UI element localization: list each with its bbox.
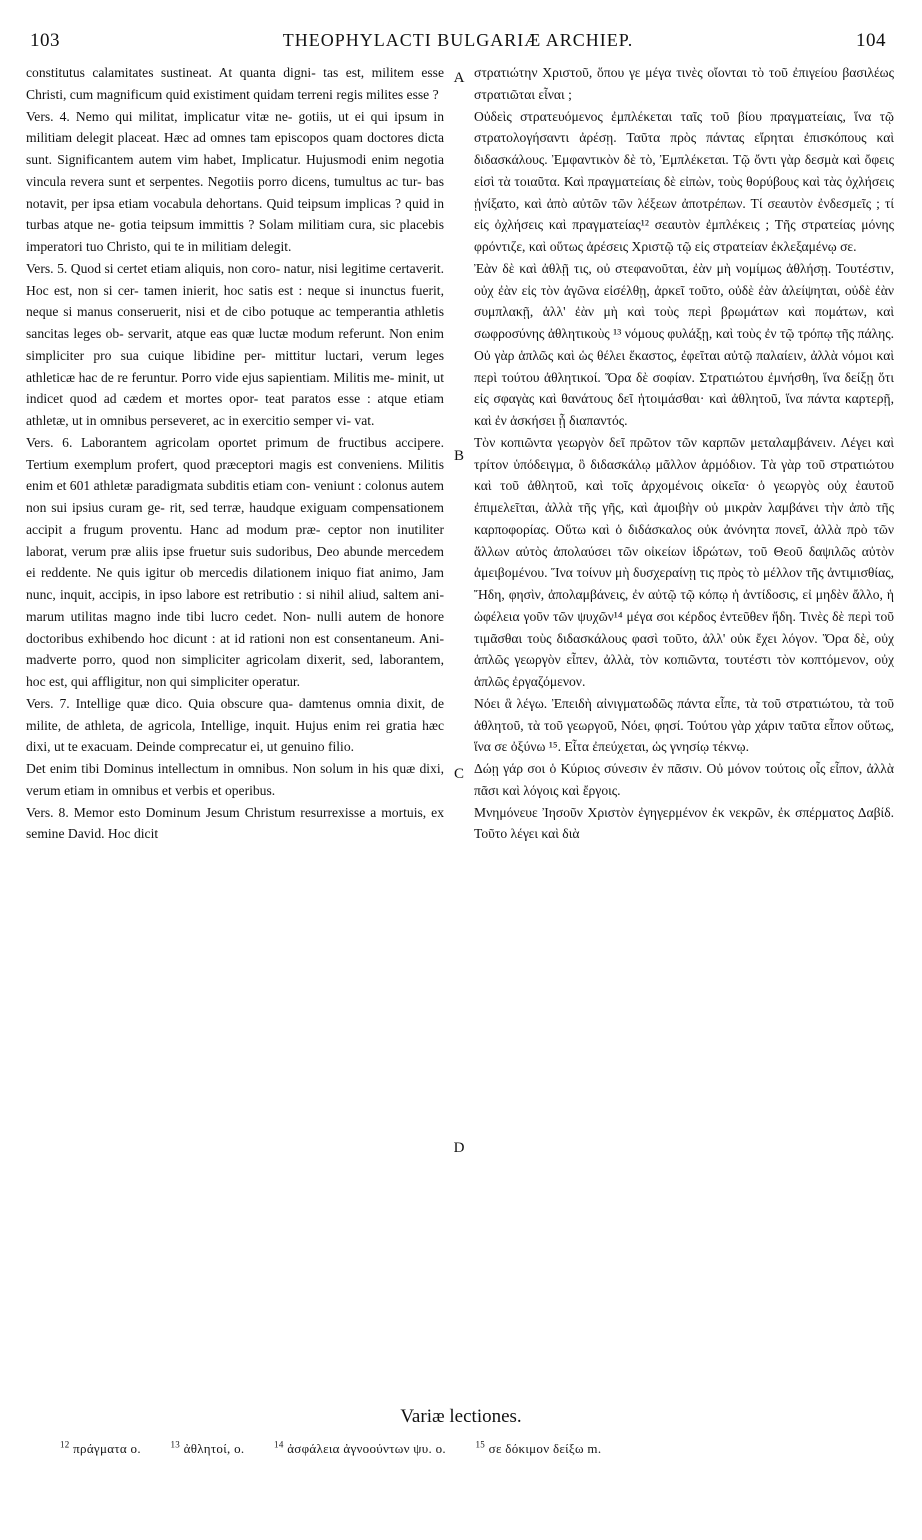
latin-paragraph: Vers. 4. Nemo qui militat, implicatur vitæ ne- gotiis, ut ei qui ipsum in militiam delegit placeat. Hæc ad omnes tam episcopos quam doctores dicta sunt. Significantem autem vim habet, Implicatur. Hujusmodi enim negotia vincula revera sunt et serpentes. Negotiis porro dicens, tumultus ac tur- bas notavit, per ipsa etiam vocabula dehortans. Quid teipsum implicas ? quid in turbas atque ne- gotia teipsum immittis ? Solam militiam cura, sic placebis imperatori tuo Christo, qui te in militiam delegit. [26,108,444,254]
footnotes [60,1440,882,1457]
latin-paragraph: Det enim tibi Dominus intellectum in omnibus. Non solum in his quæ dixi, verum etiam in omnibus et verbis et operibus. [26,761,444,798]
greek-paragraph: Δώῃ γάρ σοι ὁ Κύριος σύνεσιν ἐν πᾶσιν. Οὐ μόνον τούτοις οἷς εἶπον, ἀλλὰ πᾶσι καὶ λόγοις καὶ ἔργοις. [474,761,894,798]
left-page-number: 103 [30,30,60,51]
latin-paragraph: constitutus calamitates sustineat. At quanta digni- tas est, militem esse Christi, cum magnificum quid existiment quidam terreni regis milites esse ? [26,65,444,102]
latin-paragraph: Vers. 7. Intellige quæ dico. Quia obscure qua- damtenus omnia dixit, de milite, de athleta, de agricola, Intellige, inquit. Hujus enim rei gratia hæc dixi, ut te exacuam. Deinde comprecatur ei, ut genuino filio. [26,695,444,755]
footnote [274,1441,446,1456]
latin-paragraph: Vers. 6. Laborantem agricolam oportet primum de fructibus accipere. Tertium exemplum profert, quod præceptori magis est conveniens. Militis enim et 601 athletæ paradigmata subditis etiam con- veniunt : colonus autem non sui ipsius curam ge- rit, sed terræ, haudque exiguam compensationem accipit a frugum proventu. Hanc ad modum præ- ceptor non inutiliter laborat, verum præ aliis ipse fruetur suis sudoribus, Deo abunde mercedem ei reddente. Ne quis igitur ob mercedis dilationem iniquo fiat animo, Jam nunc, inquit, accipis, in ipso labore est retributio : si nihil aliud, saltem ani- marum utilitas magno inde tibi lucro cedet. Non- nulli autem de honore doctoribus exhibendo hoc dicunt : at id rationi non est consentaneum. Ani- madverte porro, quod non simpliciter agricolam dixerit, sed, laborantem, hoc est, qui affligitur, non qui simpliciter operatur. [26,434,444,689]
footnote-text: σε δόκιμον δείξω m. [488,1441,602,1457]
footnote-number: 13 [170,1440,181,1450]
section-marker-c: C [453,766,464,782]
greek-column [474,62,894,845]
greek-paragraph: Τὸν κοπιῶντα γεωργὸν δεῖ πρῶτον τῶν καρπῶν μεταλαμβάνειν. Λέγει καὶ τρίτον ὑπόδειγμα, ὃ διδασκάλῳ μᾶλλον ἁρμόδιον. Τὰ γὰρ τοῦ στρατιώτου καὶ τοῦ ἀθλητοῦ, καὶ τοῖς ἀρχομένοις οἰκεῖα· ὁ γεωργὸς οὐχ ἑαυτοῦ ἐπιμελεῖται, ἀλλὰ τῆς γῆς, καὶ ἀμοιβὴν οὐ μικρὰν λαμβάνει τὴν ἀπὸ τῆς καρποφορίας. Οὕτω καὶ ὁ διδάσκαλος οὐκ ἀνόνητα πονεῖ, ἀλλὰ πρὸ τῶν ἄλλων αὐτὸς ἀπολαύσει τῶν οἰκείων ἱδρώτων, τοῦ Θεοῦ δαψιλῶς αὐτὸν ἀμειβομένου. Ἵνα τοίνυν μὴ δυσχεραίνῃ τις πρὸς τὸ μέλλον τῆς ἀντιμισθίας, Ἤδη, φησὶν, ἀπολαμβάνεις, ἐν αὐτῷ τῷ κόπῳ ἡ ἀντίδοσις, εἰ μηδὲν ἄλλο, ἡ ὠφέλεια γοῦν τῶν ψυχῶν¹⁴ μέγα σοι κέρδος ἐντεῦθεν ἤδη. Τινὲς δὲ περὶ τοῦ τιμᾶσθαι τοὺς διδασκάλους φασὶ τοῦτο, ἀλλ' οὐκ ἔχει λόγον. Ὅρα δὲ, οὐχ ἁπλῶς γεωργὸν εἶπεν, ἀλλὰ, τὸν κοπιῶντα, τουτέστι τὸν κοπτόμενον, οὐχ ἁπλῶς ἐργαζόμενον. [474,434,894,689]
footnote-number: 14 [274,1440,284,1450]
footnote-number: 12 [60,1440,70,1450]
footnote-text: πράγματα ο. [73,1441,141,1457]
footnote [170,1441,244,1456]
greek-paragraph: Νόει ἃ λέγω. Ἐπειδὴ αἰνιγματωδῶς πάντα εἶπε, τὰ τοῦ στρατιώτου, τὰ τοῦ ἀθλητοῦ, τὰ τοῦ γεωργοῦ, Νόει, φησί. Τούτου γὰρ χάριν ταῦτα εἶπον οὕτως, ἵνα σε ὀξύνω ¹⁵. Εἶτα ἐπεύχεται, ὡς γνησίῳ τέκνῳ. [474,695,894,755]
footnote [60,1441,141,1456]
greek-paragraph: Μνημόνευε Ἰησοῦν Χριστὸν ἐγηγερμένον ἐκ νεκρῶν, ἐκ σπέρματος Δαβίδ. Τοῦτο λέγει καὶ διὰ [474,804,894,842]
section-marker-a: A [453,70,465,86]
running-title: THEOPHYLACTI BULGARIÆ ARCHIEP. [282,30,634,50]
page-header [30,30,886,60]
latin-paragraph: Vers. 5. Quod si certet etiam aliquis, non coro- natur, nisi legitime certaverit. Hoc est, non si cer- tamen inierit, hoc satis est : neque si inunctus fuerit, neque si manus conseruerit, nisi et de cibo potuque ac temperantia athletis sancitas leges ob- servarit, atque eas quæ luctæ modum referunt. Non enim simpliciter pro sua cuique libidine per- mittitur luctari, verum leges athleticæ hac de re feruntur. Porro vide ejus sapientiam. Militis me- minit, ut indicet quod ad cædem et mortes opor- teat paratos esse : atque etiam athletæ, ut in omnibus perseveret, ac in exercitio semper vi- vat. [26,260,444,428]
section-marker-b: B [453,448,464,464]
latin-column [26,62,444,845]
variae-lectiones-heading: Variæ lectiones. [400,1406,522,1427]
section-marker-d: D [453,1140,465,1156]
greek-paragraph: Οὐδεὶς στρατευόμενος ἐμπλέκεται ταῖς τοῦ βίου πραγματείαις, ἵνα τῷ στρατολογήσαντι ἀρέσῃ. Ταῦτα πρὸς πάντας εἴρηται ἐπισκόπους καὶ διδασκάλους. Ἐμφαντικὸν δὲ τὸ, Ἐμπλέκεται. Τῷ ὄντι γὰρ δεσμὰ καὶ ὄφεις εἰσὶ τὰ τοιαῦτα. Καὶ πραγματείαις δὲ εἰπὼν, τοὺς θορύβους καὶ τὰς ὀχλήσεις ᾐνίξατο, καὶ ἀπὸ αὐτῶν τῶν λέξεων ἀποτρέπων. Τί σεαυτὸν ἐνδεσμεῖς ; τί εἰς ὀχλήσεις καὶ πραγματείας¹² σεαυτὸν ἐμπλέκεις ; Τῆς στρατείας μόνης φρόντιζε, καὶ οὕτως ἀρέσεις Χριστῷ τῷ εἰς στρατείαν ἐκλεξαμένῳ σε. [474,108,894,254]
footnote-text: ἀθλητοί, ο. [183,1441,245,1457]
right-page-number: 104 [855,30,886,51]
latin-paragraph: Vers. 8. Memor esto Dominum Jesum Christum resurrexisse a mortuis, ex semine David. Hoc dicit [26,804,444,842]
greek-paragraph: Ἐὰν δὲ καὶ ἀθλῇ τις, οὐ στεφανοῦται, ἐὰν μὴ νομίμως ἀθλήσῃ. Τουτέστιν, οὐχ ἐὰν εἰς τὸν ἀγῶνα εἰσέλθῃ, ἀρκεῖ τοῦτο, οὐδὲ ἐὰν ἀλείψηται, οὐδὲ ἐὰν συμπλακῇ, ἀλλ' ἐὰν μὴ καὶ τοὺς περὶ βρωμάτων καὶ πομάτων, καὶ σωφροσύνης ἀθλητικοὺς ¹³ νόμους φυλάξῃ, καὶ τοὺς ἐν τῷ τρόπῳ τῆς πάλης. Οὐ γὰρ ἁπλῶς καὶ ὡς θέλει ἕκαστος, ἐφεῖται αὐτῷ παλαίειν, ἀλλὰ νόμοι καὶ περὶ τούτου ἀθλητικοί. Ὅρα δὲ σοφίαν. Στρατιώτου ἐμνήσθη, ἵνα δείξῃ ὅτι εἰς σφαγὰς καὶ θανάτους δεῖ ἡτοιμάσθαι· καὶ ἀθλητοῦ, ἵνα πάντα καρτερῇ, καὶ ἐν ἀσκήσει ᾖ διαπαντός. [474,260,894,428]
footnote [475,1441,601,1456]
footnote-text: ἀσφάλεια ἀγνοούντων ψυ. ο. [287,1441,446,1457]
greek-paragraph: στρατιώτην Χριστοῦ, ὅπου γε μέγα τινὲς οἴονται τὸ τοῦ ἐπιγείου βασιλέως στρατιῶται εἶναι ; [474,65,894,102]
footnote-number: 15 [475,1440,486,1450]
